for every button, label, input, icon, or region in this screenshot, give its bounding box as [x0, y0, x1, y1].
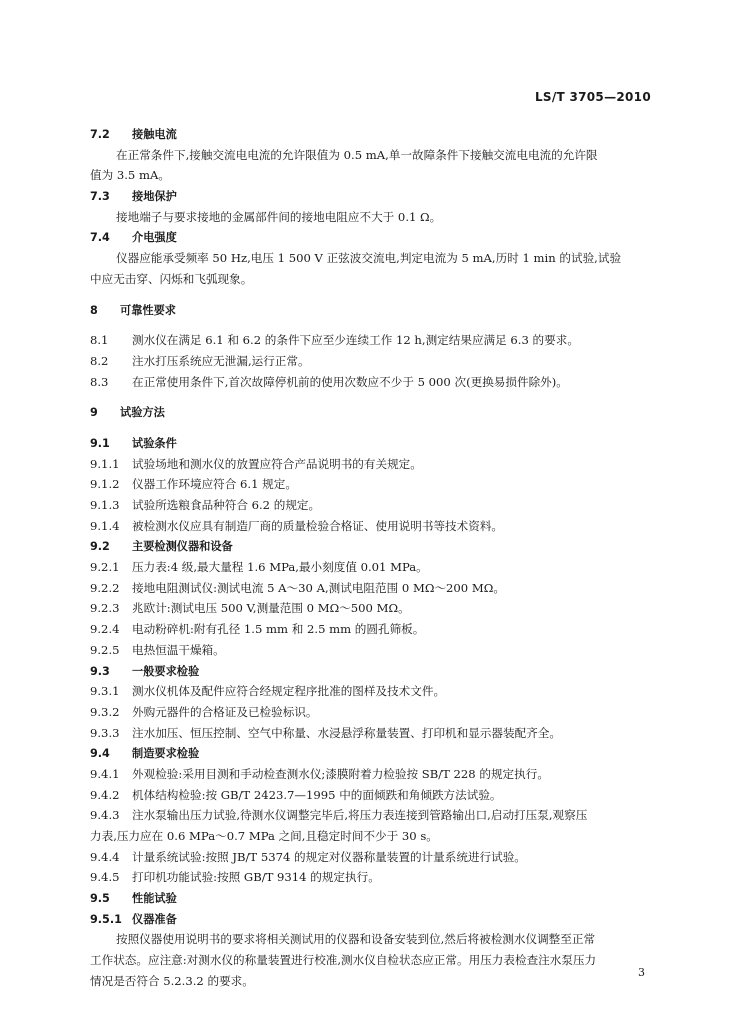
clause-number: 9.2.5	[90, 642, 120, 657]
clause-number: 9.1.1	[90, 456, 120, 471]
clause-text: 接地端子与要求接地的金属部件间的接地电阻应不大于 0.1 Ω。	[116, 209, 442, 224]
clause-number: 9.5.1	[90, 912, 122, 926]
clause-text: 机体结构检验:按 GB/T 2423.7—1995 中的面倾跌和角倾跌方法试验。	[132, 787, 502, 802]
clause-text: 主要检测仪器和设备	[132, 540, 233, 554]
clause-number: 9.5	[90, 892, 110, 906]
text-line	[90, 145, 652, 166]
clause-number: 9.1.3	[90, 498, 120, 512]
clause-text: 可靠性要求	[120, 303, 176, 317]
clause-text: 计量系统试验:按照 JB/T 5374 的规定对仪器称量装置的计量系统进行试验。	[132, 849, 526, 864]
document-id: LS/T 3705—2010	[534, 90, 651, 104]
clause-number: 9.3.2	[90, 704, 120, 719]
clause-text: 电动粉碎机:附有孔径 1.5 mm 和 2.5 mm 的圆孔筛板。	[132, 622, 425, 637]
text-line	[90, 805, 652, 826]
section-heading	[90, 124, 652, 145]
document-body	[90, 124, 652, 992]
clause-number: 9.3.1	[90, 684, 120, 699]
clause-text: 值为 3.5 mA。	[90, 168, 170, 183]
clause-text: 制造要求检验	[132, 747, 200, 761]
clause-text: 接地保护	[132, 190, 177, 204]
clause-text: 外观检验:采用目测和手动检查测水仪;漆膜附着力检验按 SB/T 228 的规定执行。	[132, 766, 549, 781]
clause-number: 8.3	[90, 374, 109, 389]
section-heading	[90, 402, 652, 423]
clause-number: 8	[90, 303, 98, 317]
text-line	[90, 971, 652, 992]
clause-text: 注水加压、恒压控制、空气中称量、水浸悬浮称量装置、打印机和显示器装配齐全。	[132, 725, 561, 740]
clause-number: 7.4	[90, 231, 110, 245]
clause-number: 9.3	[90, 664, 110, 678]
clause-text: 中应无击穿、闪烁和飞弧现象。	[90, 271, 253, 286]
clause-text: 试验场地和测水仪的放置应符合产品说明书的有关规定。	[132, 456, 422, 471]
text-line	[90, 351, 652, 372]
clause-text: 电热恒温干燥箱。	[132, 642, 225, 657]
clause-number: 9.4.3	[90, 808, 120, 823]
text-line	[90, 372, 652, 393]
clause-text: 试验所选粮食品种符合 6.2 的规定。	[132, 498, 321, 512]
text-line	[90, 785, 652, 806]
text-line	[90, 165, 652, 186]
clause-number: 9.2.4	[90, 622, 120, 637]
clause-text: 被检测水仪应具有制造厂商的质量检验合格证、使用说明书等技术资料。	[132, 518, 504, 533]
clause-text: 打印机功能试验:按照 GB/T 9314 的规定执行。	[132, 870, 380, 885]
text-line	[90, 681, 652, 702]
clause-text: 一般要求检验	[132, 664, 200, 678]
section-heading	[90, 743, 652, 764]
clause-text: 在正常使用条件下,首次故障停机前的使用次数应不少于 5 000 次(更换易损件除外)。	[132, 374, 568, 389]
text-line	[90, 929, 652, 950]
text-line	[90, 950, 652, 971]
text-line	[90, 702, 652, 723]
text-line	[90, 248, 652, 269]
clause-text: 性能试验	[132, 892, 177, 906]
text-line	[90, 619, 652, 640]
section-heading	[90, 536, 652, 557]
clause-text: 测水仪在满足 6.1 和 6.2 的条件下应至少连续工作 12 h,测定结果应满足 6.3 的要求。	[132, 333, 579, 348]
section-heading	[90, 909, 652, 930]
clause-text: 仪器工作环境应符合 6.1 规定。	[132, 477, 297, 492]
clause-text: 外购元器件的合格证及已检验标识。	[132, 704, 318, 719]
clause-number: 9.4	[90, 747, 110, 761]
clause-text: 按照仪器使用说明书的要求将相关测试用的仪器和设备安装到位,然后将被检测水仪调整至正常	[116, 932, 596, 947]
text-line	[90, 578, 652, 599]
clause-number: 9.3.3	[90, 725, 120, 740]
text-line	[90, 598, 652, 619]
text-line	[90, 640, 652, 661]
clause-text: 力表,压力应在 0.6 MPa～0.7 MPa 之间,且稳定时间不少于 30 s。	[90, 829, 438, 843]
clause-text: 试验条件	[132, 436, 177, 450]
clause-text: 压力表:4 级,最大量程 1.6 MPa,最小刻度值 0.01 MPa。	[132, 560, 428, 575]
page-number: 3	[638, 966, 645, 979]
clause-number: 9.4.4	[90, 849, 120, 864]
clause-number: 9.2.3	[90, 601, 120, 616]
section-heading	[90, 661, 652, 682]
clause-number: 9.1	[90, 436, 110, 450]
text-line	[90, 495, 652, 516]
text-line	[90, 330, 652, 351]
clause-number: 9.2.1	[90, 560, 120, 575]
clause-text: 接触电流	[132, 128, 177, 141]
text-line	[90, 764, 652, 785]
clause-text: 仪器应能承受频率 50 Hz,电压 1 500 V 正弦波交流电,判定电流为 5 mA,历时 1 min 的试验,试验	[116, 251, 622, 266]
section-heading	[90, 186, 652, 207]
section-heading	[90, 888, 652, 909]
clause-number: 9.1.2	[90, 477, 120, 492]
clause-number: 9	[90, 406, 98, 420]
clause-number: 9.2	[90, 540, 110, 554]
clause-number: 7.3	[90, 190, 110, 204]
clause-text: 试验方法	[120, 406, 165, 420]
text-line	[90, 474, 652, 495]
clause-number: 8.1	[90, 333, 109, 348]
text-line	[90, 454, 652, 475]
clause-text: 在正常条件下,接触交流电电流的允许限值为 0.5 mA,单一故障条件下接触交流电电流的允许限	[116, 147, 598, 162]
clause-number: 8.2	[90, 353, 109, 368]
text-line	[90, 826, 652, 847]
text-line	[90, 867, 652, 888]
section-heading	[90, 227, 652, 248]
text-line	[90, 207, 652, 228]
clause-text: 兆欧计:测试电压 500 V,测量范围 0 MΩ～500 MΩ。	[132, 601, 410, 616]
clause-text: 注水打压系统应无泄漏,运行正常。	[132, 353, 310, 368]
clause-text: 测水仪机体及配件应符合经规定程序批准的图样及技术文件。	[132, 684, 446, 699]
clause-number: 7.2	[90, 128, 110, 141]
clause-number: 9.2.2	[90, 580, 120, 595]
clause-text: 介电强度	[132, 231, 177, 245]
clause-text: 仪器准备	[132, 912, 177, 926]
text-line	[90, 847, 652, 868]
text-line	[90, 557, 652, 578]
clause-number: 9.1.4	[90, 518, 120, 533]
clause-text: 注水泵输出压力试验,待测水仪调整完毕后,将压力表连接到管路输出口,启动打压泵,观察压	[132, 808, 588, 823]
clause-number: 9.4.5	[90, 870, 120, 885]
text-line	[90, 723, 652, 744]
text-line	[90, 269, 652, 290]
clause-number: 9.4.2	[90, 787, 120, 802]
clause-text: 工作状态。应注意:对测水仪的称量装置进行校准,测水仪自检状态应正常。用压力表检查注水泵压力	[90, 953, 597, 968]
text-line	[90, 516, 652, 537]
section-heading	[90, 433, 652, 454]
clause-text: 接地电阻测试仪:测试电流 5 A～30 A,测试电阻范围 0 MΩ～200 MΩ。	[132, 580, 505, 595]
section-heading	[90, 300, 652, 321]
clause-text: 情况是否符合 5.2.3.2 的要求。	[90, 973, 254, 988]
clause-number: 9.4.1	[90, 766, 120, 781]
